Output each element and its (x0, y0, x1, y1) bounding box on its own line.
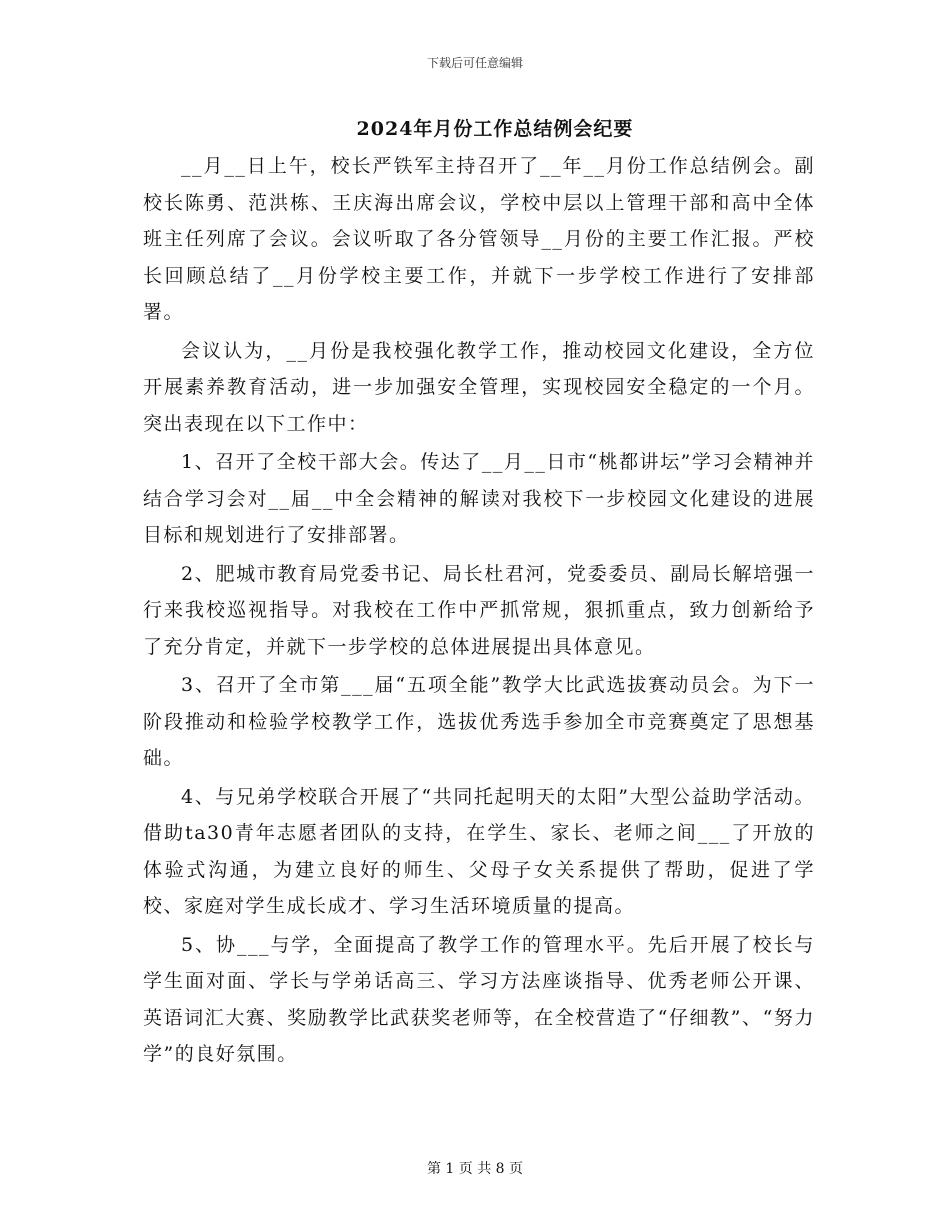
paragraph-item-3: 3、召开了全市第___届“五项全能”教学大比武选拔赛动员会。为下一阶段推动和检验学校教学工作，选拔优秀选手参加全市竞赛奠定了思想基础。 (143, 674, 815, 769)
document-body (143, 148, 815, 1075)
paragraph-item-2: 2、肥城市教育局党委书记、局长杜君河，党委委员、副局长解培强一行来我校巡视指导。对我校在工作中严抓常规，狠抓重点，致力创新给予了充分肯定，并就下一步学校的总体进展提出具体意见。 (143, 562, 815, 658)
paragraph-intro: __月__日上午，校长严铁军主持召开了__年__月份工作总结例会。副校长陈勇、范洪栋、王庆海出席会议，学校中层以上管理干部和高中全体班主任列席了会议。会议听取了各分管领导__月份的主要工作汇报。严校长回顾总结了__月份学校主要工作，并就下一步学校工作进行了安排部署。 (143, 155, 815, 323)
paragraph-summary: 会议认为，__月份是我校强化教学工作，推动校园文化建设，全方位开展素养教育活动，进一步加强安全管理，实现校园安全稳定的一个月。突出表现在以下工作中： (143, 339, 815, 435)
paragraph-item-5: 5、协___与学，全面提高了教学工作的管理水平。先后开展了校长与学生面对面、学长与学弟话高三、学习方法座谈指导、优秀老师公开课、英语词汇大赛、奖励教学比武获奖老师等，在全校营造了“仔细教”、“努力学”的良好氛围。 (143, 933, 815, 1065)
paragraph-item-1: 1、召开了全校干部大会。传达了__月__日市“桃都讲坛”学习会精神并结合学习会对__届__中全会精神的解读对我校下一步校园文化建设的进展目标和规划进行了安排部署。 (143, 451, 815, 546)
page-footer: 第 1 页 共 8 页 (426, 1161, 524, 1177)
document-title: 2024年月份工作总结例会纪要 (356, 118, 634, 140)
paragraph-item-4: 4、与兄弟学校联合开展了“共同托起明天的太阳”大型公益助学活动。借助ta30青年志愿者团队的支持，在学生、家长、老师之间___了开放的体验式沟通，为建立良好的师生、父母子女关系提供了帮助，促进了学校、家庭对学生成长成才、学习生活环境质量的提高。 (143, 785, 815, 917)
header-note: 下载后可任意编辑 (426, 56, 523, 70)
